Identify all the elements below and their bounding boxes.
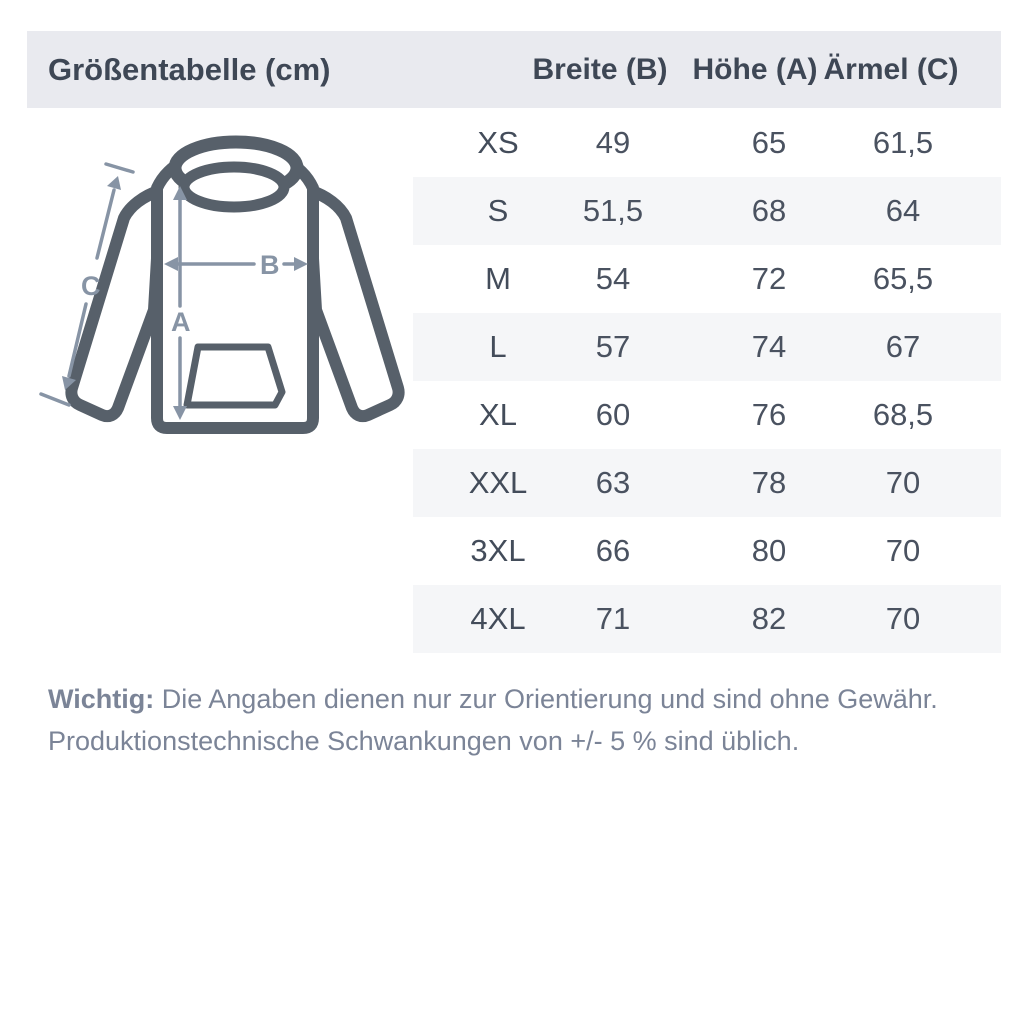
size-label: XL — [479, 397, 517, 432]
size-label: S — [487, 193, 509, 228]
hoodie-diagram-svg — [30, 118, 425, 463]
breite-value: 57 — [595, 329, 631, 364]
table-row-xs — [413, 109, 1001, 177]
column-header-hoehe: Höhe (A) — [692, 53, 818, 86]
column-header-breite: Breite (B) — [532, 53, 668, 86]
column-header-aermel: Ärmel (C) — [823, 53, 959, 86]
aermel-value: 64 — [885, 193, 921, 228]
hoodie-hood-inner — [184, 167, 284, 207]
hoehe-value: 65 — [751, 125, 787, 160]
footer-line2: Produktionstechnische Schwankungen von +/- 5 % sind üblich. — [48, 726, 800, 756]
size-label: L — [489, 329, 507, 364]
size-label: 3XL — [470, 533, 526, 568]
table-row-4xl — [413, 585, 1001, 653]
aermel-value: 67 — [885, 329, 921, 364]
dimension-label-a: A — [171, 307, 191, 337]
size-label: XS — [477, 125, 519, 160]
breite-value: 54 — [595, 261, 631, 296]
size-table — [413, 109, 1001, 653]
table-row-l — [413, 313, 1001, 381]
hoodie-illustration — [30, 118, 425, 463]
aermel-value: 61,5 — [872, 125, 934, 160]
footer-note — [48, 678, 978, 762]
aermel-value: 68,5 — [872, 397, 934, 432]
dimension-label-b: B — [260, 250, 280, 280]
breite-value: 51,5 — [582, 193, 644, 228]
footer-important-label: Wichtig: — [48, 684, 155, 714]
aermel-value: 70 — [885, 533, 921, 568]
hoehe-value: 72 — [751, 261, 787, 296]
table-row-s — [413, 177, 1001, 245]
hoehe-value: 76 — [751, 397, 787, 432]
aermel-value: 70 — [885, 465, 921, 500]
table-row-m — [413, 245, 1001, 313]
hoehe-value: 74 — [751, 329, 787, 364]
aermel-value: 70 — [885, 601, 921, 636]
size-label: 4XL — [470, 601, 526, 636]
hoehe-value: 68 — [751, 193, 787, 228]
breite-value: 60 — [595, 397, 631, 432]
dimension-label-c: C — [81, 271, 101, 301]
header-bar — [27, 31, 1001, 108]
breite-value: 66 — [595, 533, 631, 568]
breite-value: 71 — [595, 601, 631, 636]
size-label: M — [485, 261, 511, 296]
hoehe-value: 80 — [751, 533, 787, 568]
table-row-xl — [413, 381, 1001, 449]
table-row-3xl — [413, 517, 1001, 585]
hoodie-pocket — [187, 347, 282, 405]
footer-line1: Die Angaben dienen nur zur Orientierung und sind ohne Gewähr. — [161, 684, 938, 714]
aermel-value: 65,5 — [872, 261, 934, 296]
breite-value: 49 — [595, 125, 631, 160]
table-row-xxl — [413, 449, 1001, 517]
page-title: Größentabelle (cm) — [48, 52, 331, 87]
hoodie-right-sleeve — [309, 190, 399, 416]
size-label: XXL — [468, 465, 528, 500]
breite-value: 63 — [595, 465, 631, 500]
hoehe-value: 82 — [751, 601, 787, 636]
hoehe-value: 78 — [751, 465, 787, 500]
